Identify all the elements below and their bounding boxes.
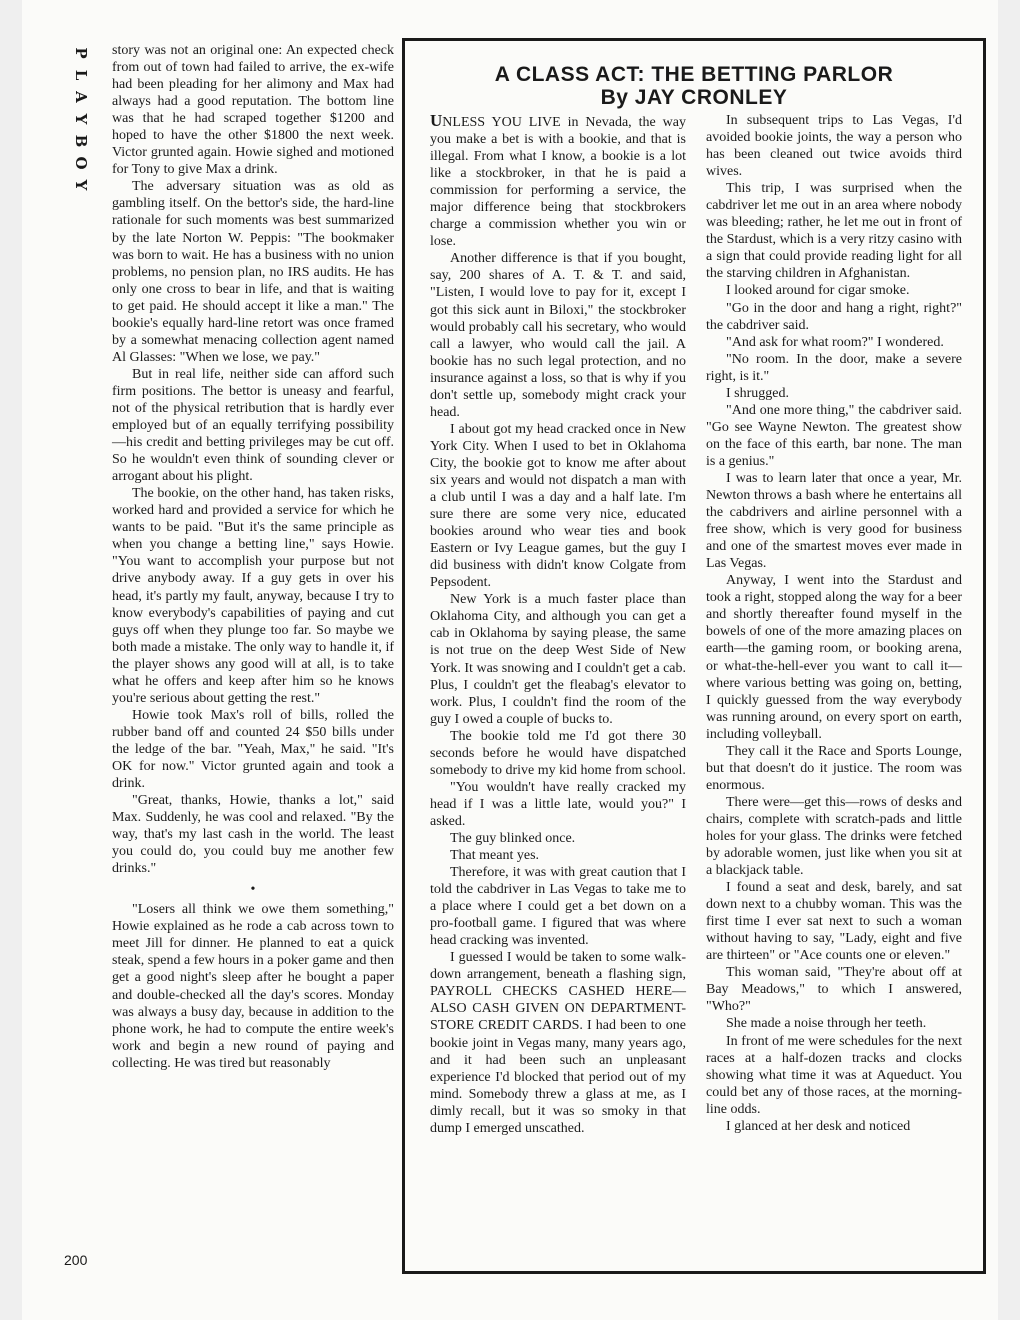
body-paragraph: Therefore, it was with great caution that I told the cabdriver in Las Vegas to take me to a place where I could get a bet down on a pro-football game. I figured that was where head cracking was invented. [430,865,686,949]
sidebar-column-left [430,112,686,1137]
body-paragraph: The bookie told me I'd got there 30 seconds before he would have dispatched somebody to drive my kid home from school. [430,728,686,778]
body-paragraph: I looked around for cigar smoke. [726,283,910,299]
body-paragraph: They call it the Race and Sports Lounge, but that doesn't do it justice. The room was enormous. [706,743,962,793]
running-head-letter: Y [72,179,90,191]
body-paragraph: I shrugged. [726,385,789,401]
body-paragraph [430,949,686,1137]
body-paragraph: I found a seat and desk, barely, and sat down next to a chubby woman. This was the first time I ever sat next to such a woman without having to say, "Lady, eight and five are thirteen" or "Ace counts one or eleven." [706,880,962,964]
body-paragraph: But in real life, neither side can afford such firm positions. The bettor is uneasy and fearful, not of the physical retribution that is hardly ever employed but of an equally terrifying possibility—his credit and betting privileges may be cut off. So he wouldn't even think of sounding clever or arrogant about his plight. [112,366,394,485]
body-paragraph: The guy blinked once. [450,830,576,846]
magazine-page [22,0,998,1320]
body-paragraph: The adversary situation was as old as gambling itself. On the bettor's side, the hard-line rationale for such moments was best summarized by the late Norton W. Peppis: "The bookmaker was born to wait. He has a business with no union problems, no pension plan, no IRS audits. He has only one cross to bear in life, and that is waiting to get paid. He should accept it like a man." The bookie's equally hard-line retort was once framed by a somewhat menacing collection agent named Al Glasses: "When we lose, we pay." [112,179,394,365]
sidebar-column-right [706,112,962,1135]
body-paragraph: Another difference is that if you bought, say, 200 shares of A. T. & T. and said, "Listen, I would love to pay for it, except I got this sick aunt in Biloxi," the stockbroker would probably call his secretary, who would call a lawyer, who would call the jail. A bookie has no such legal protection, and no insurance against a loss, so that is why if you don't settle up, somebody might crack your head. [430,251,686,420]
body-paragraph: She made a noise through her teeth. [726,1016,927,1032]
sidebar-byline: By JAY CRONLEY [600,86,788,109]
sign-para-text: I guessed I would be taken to some walk-down arrangement, beneath a flashing sign, [430,950,686,983]
body-paragraph: "And one more thing," the cabdriver said. "Go see Wayne Newton. The greatest show on the face of this earth, bar none. The man is a genius." [706,402,962,469]
running-head-letter: O [72,156,90,170]
body-paragraph: The bookie, on the other hand, has taken risks, worked hard and provided a service for which he wants to be paid. "But it's the same principle as when you change a betting line," says Howie. "You want to accomplish your purpose but not drive anybody away. If a guy gets in over his head, it's partly my fault, anyway, because I try to know everybody's capabilities of paying and cut guys off when they plunge too far. So maybe we both made a mistake. The only way to handle it, if the player shows any good will at all, is to take what he offers and keep after him so he knows you're serious about getting the rest." [112,486,394,706]
page-number: 200 [64,1252,88,1268]
body-paragraph: Anyway, I went into the Stardust and took a right, stopped along the way for a beer and shortly thereafter found myself in the bowels of one of the more amazing places on earth—the gaming room, or booking arena, or what-the-hell-ever you want to call it—where various betting was going on, betting, I quickly guessed from the way everybody was running around, on every sport on earth, including volleyball. [706,573,962,742]
body-paragraph: story was not an original one: An expected check from out of town had failed to arrive, the ex-wife had been pleading for her alimony and Max had always had a good reputation. The bottom line was that he had scraped together $1200 and hoped to have the other $1800 the next week. Victor grunted again. Howie sighed and motioned for Tony to give Max a drink. [112,43,394,178]
running-head-letter: Y [72,113,90,125]
body-paragraph: I was to learn later that once a year, Mr. Newton throws a bash where he entertains all the cabdrivers and airline personnel with a free show, which is very good for business and one of the smartest moves ever made in Las Vegas. [706,470,962,572]
body-paragraph: "Go in the door and hang a right, right?" the cabdriver said. [706,300,962,333]
drop-cap: U [430,111,443,130]
body-paragraph: There were—get this—rows of desks and chairs, complete with scratch-pads and little holes for your glass. The drinks were fetched by adorable women, just like when you sit at a blackjack table. [706,794,962,879]
body-paragraph: This trip, I was surprised when the cabdriver let me out in an area where nobody was bleeding; rather, he let me out in front of the Stardust, which is a very ritzy casino with a sign that could provide reading light for all the starving children in Afghanistan. [706,181,962,282]
body-paragraph: I about got my head cracked once in New York City. When I used to bet in Oklahoma City, the bookie got to know me after about six years and would not dispatch a man with a club until I was a day and a half late. I'm sure there are some very nice, educated bookies around who wear ties and book Eastern or Ivy League games, but the guy I did business with didn't know Colgate from Pepsodent. [430,421,686,591]
sign-para-text: I had been to one bookie joint in Vegas many, many years ago, and it had been such an unpleasant experience I'd blocked that period out of my mind. Somebody threw a glass at me, as I dimly recall, but it was so smoky in that dump I emerged unscathed. [430,1018,686,1136]
body-paragraph: "You wouldn't have really cracked my head if I was a little late, would you?" I asked. [430,779,686,829]
body-paragraph: "Great, thanks, Howie, thanks a lot," said Max. Suddenly, he was cool and relaxed. "By the way, that's my last cash in the world. The least you could do, you could buy me another few drinks." [112,793,394,877]
body-paragraph: "And ask for what room?" I wondered. [726,334,944,350]
sign-text: PAYROLL CHECKS CASHED HERE—ALSO CASH GIVEN ON DEPARTMENT-STORE CREDIT CARDS. [430,984,686,1034]
running-head-letter: B [72,134,90,148]
running-head [66,42,96,196]
running-head-letter: P [72,47,90,59]
section-break-bullet: • [250,882,256,898]
body-paragraph: That meant yes. [450,848,540,864]
body-paragraph: New York is a much faster place than Oklahoma City, and although you can get a cab in Oklahoma by saying please, the same is not true on the deep West Side of New York. It was snowing and I couldn't get a cab. Plus, I couldn't get the fleabag's elevator to work. Plus, I couldn't find the room of the guy I owed a couple of bucks to. [430,592,686,727]
sidebar-headline [405,63,983,109]
lead-paragraph-text: in Nevada, the way you make a bet is with a bookie, and that is illegal. From what I know, a bookie is a lot like a stockbroker, in that he is paid a commission for performing a service, the major difference being that stockbrokers charge a commission whether you win or lose. [430,115,686,250]
body-paragraph: "No room. In the door, make a severe right, is it." [706,351,962,384]
body-paragraph: This woman said, "They're about off at Bay Meadows," to which I answered, "Who?" [706,965,962,1015]
running-head-letter: L [72,69,90,81]
lead-paragraph [430,112,686,250]
sidebar-title: A CLASS ACT: THE BETTING PARLOR [494,63,894,86]
body-paragraph: Howie took Max's roll of bills, rolled the rubber band off and counted 24 $50 bills under the ledge of the bar. "Yeah, Max," he said. "It's OK for now." Victor grunted again and took a drink. [112,707,394,792]
main-article-column [112,42,394,1072]
body-paragraph: In subsequent trips to Las Vegas, I'd avoided bookie joints, the way a person who has been cleaned out twice avoids third wives. [706,113,962,180]
lead-in-smallcaps: NLESS YOU LIVE [442,115,561,130]
body-paragraph: "Losers all think we owe them something," Howie explained as he rode a cab across town to meet Jill for dinner. He planned to eat a quick steak, spend a few hours in a poker game and then get a good night's sleep after he bought a paper and double-checked all the day's scores. Monday was always a busy day, because in addition to the phone work, he had to compute the entire week's work and begin a new round of paying and collecting. He was tired but reasonably [112,902,394,1071]
body-paragraph: I glanced at her desk and noticed [726,1118,911,1134]
running-head-letter: A [72,91,90,103]
body-paragraph: In front of me were schedules for the next races at a half-dozen tracks and clocks showing what time it was at Aqueduct. You could bet any of those races, at the morning-line odds. [706,1033,962,1117]
